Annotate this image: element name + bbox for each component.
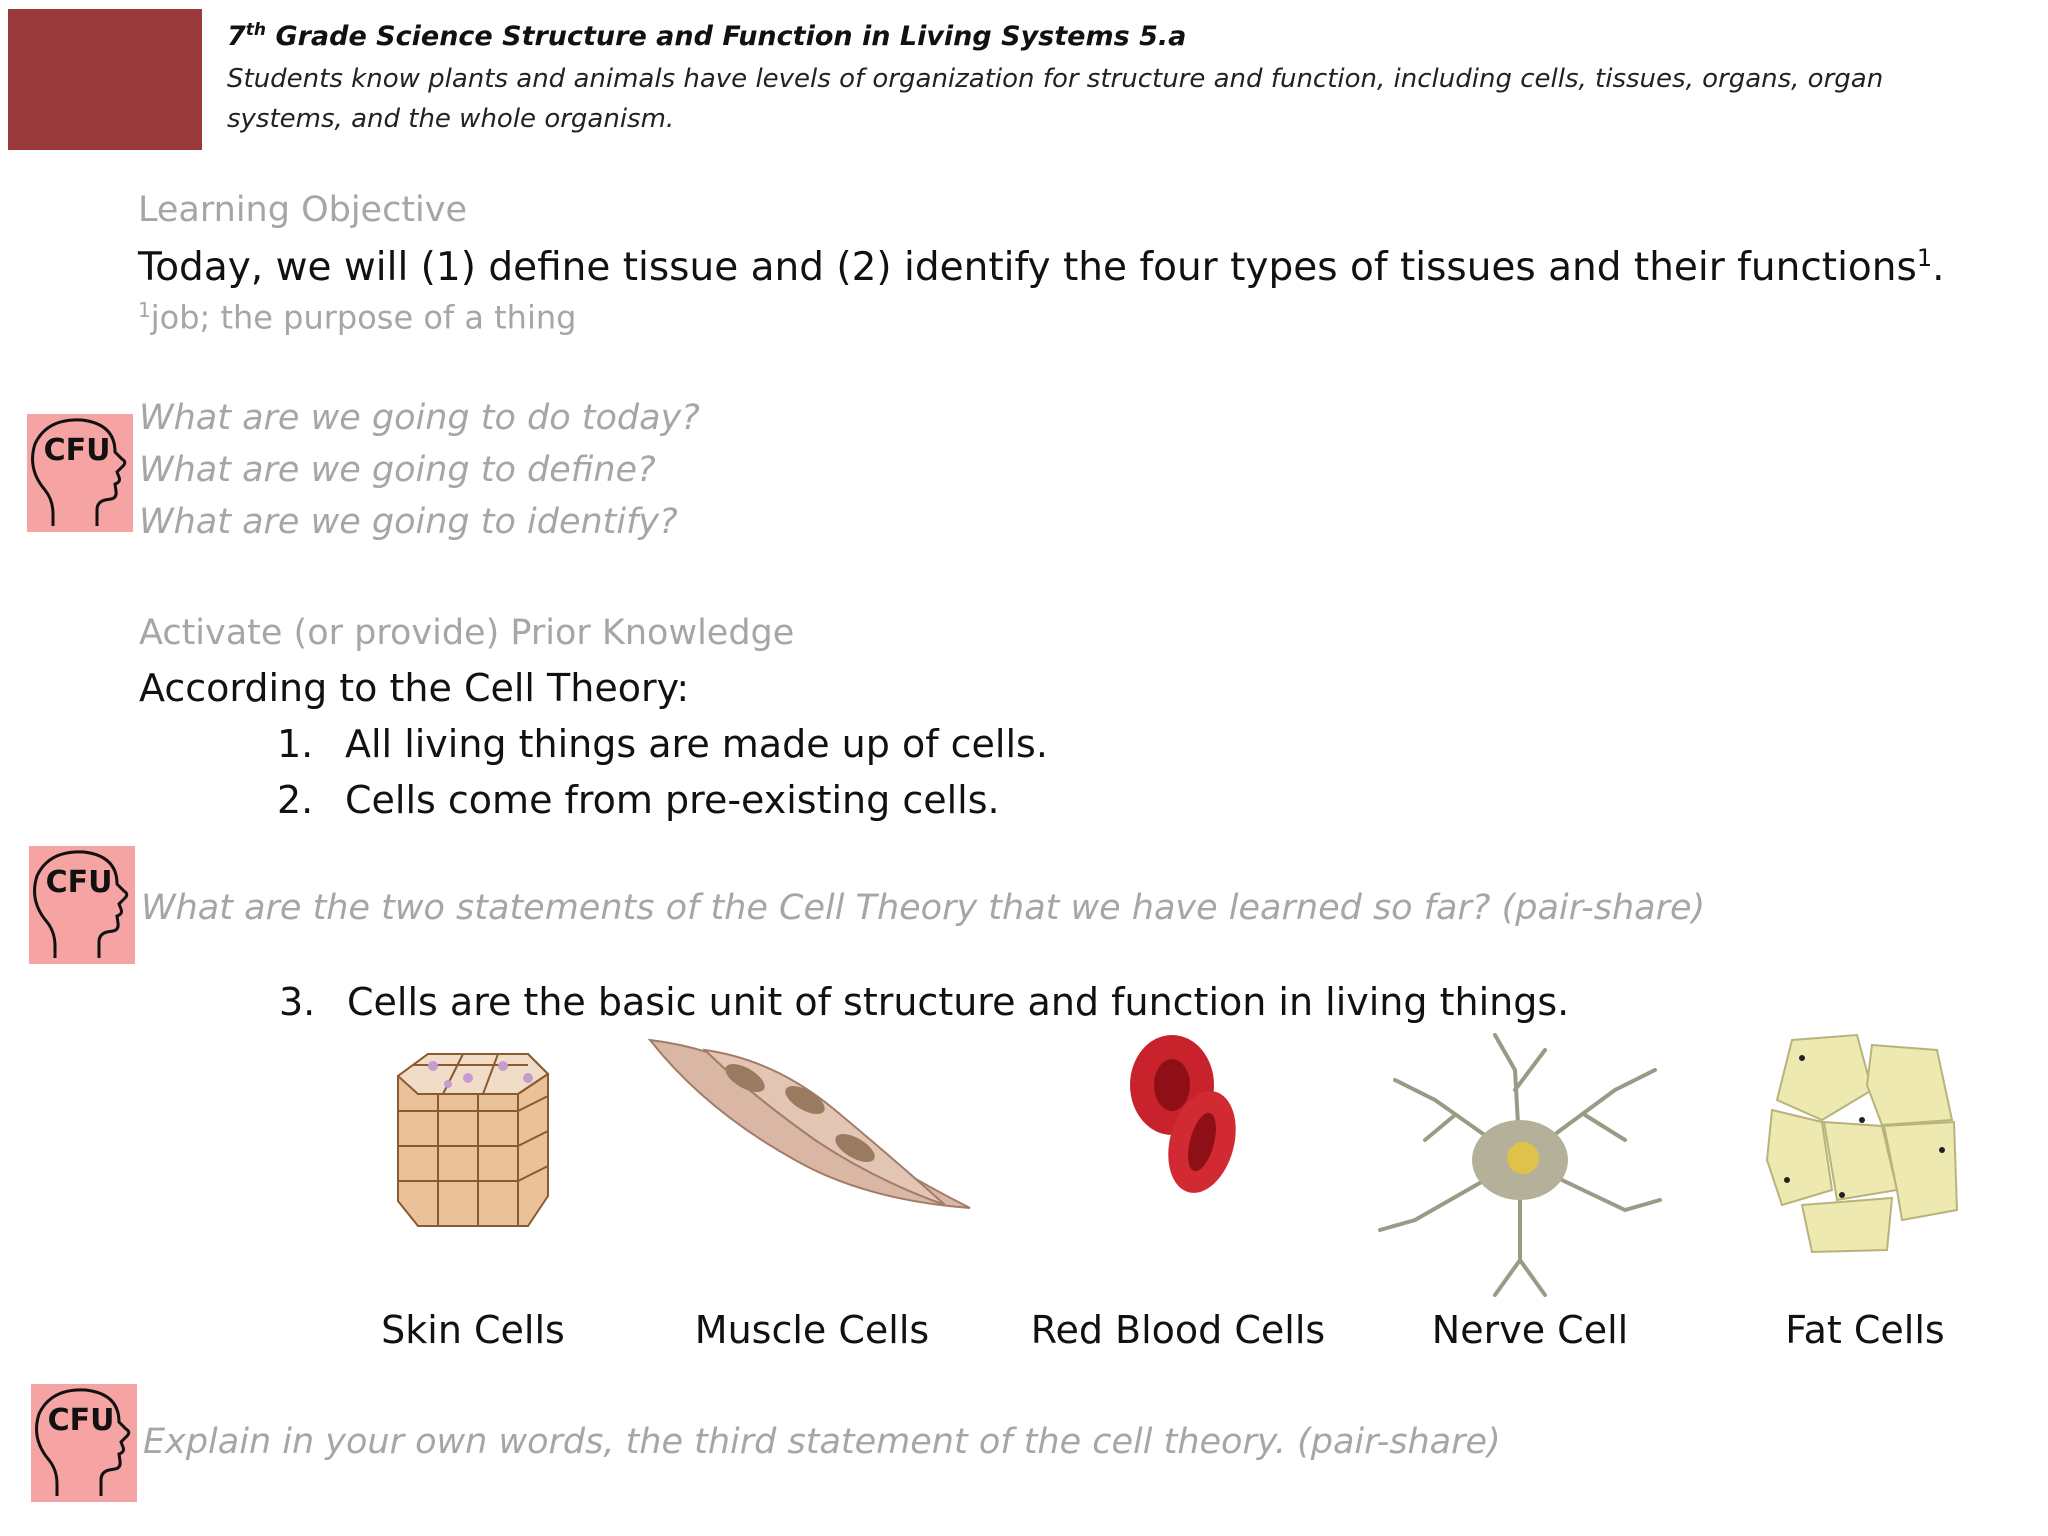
muscle-cells-image <box>645 1030 975 1220</box>
cfu-head-icon <box>31 1384 137 1502</box>
standard-title: 7th Grade Science Structure and Function in Living Systems 5.a <box>227 20 1187 52</box>
objective-footnote: $^1$job; the purpose of a thing <box>138 298 577 337</box>
cell-theory-lead: According to the Cell Theory: <box>139 666 690 710</box>
header-color-block <box>8 9 202 150</box>
muscle-cells-label: Muscle Cells <box>694 1308 930 1352</box>
svg-text:CFU: CFU <box>47 1403 115 1438</box>
prior-knowledge-heading: Activate (or provide) Prior Knowledge <box>139 613 795 653</box>
nerve-cell-image <box>1375 1030 1665 1300</box>
objective-text: Today, we will (1) define tissue and (2) identify the four types of tissues and their functions$^1$. <box>138 244 1945 290</box>
learning-objective-heading: Learning Objective <box>138 190 468 230</box>
standard-description: Students know plants and animals have levels of organization for structure and function, including cells, tissues, organs, organ systems, and the whole organism. <box>227 64 1884 134</box>
svg-text:CFU: CFU <box>43 433 111 468</box>
cfu1-question-1: What are we going to do today? <box>139 398 700 438</box>
cfu-head-icon <box>27 414 133 532</box>
skin-cells-image <box>388 1036 558 1236</box>
cfu2-question: What are the two statements of the Cell Theory that we have learned so far? (pair-share) <box>141 888 1706 928</box>
cfu1-question-2: What are we going to define? <box>139 450 656 490</box>
fat-cells-label: Fat Cells <box>1785 1308 1945 1352</box>
cfu-head-icon <box>29 846 135 964</box>
red-blood-cells-image <box>1120 1030 1250 1200</box>
cfu1-question-3: What are we going to identify? <box>139 502 678 542</box>
fat-cells-image <box>1762 1030 1962 1256</box>
nerve-cell-label: Nerve Cell <box>1431 1308 1629 1352</box>
cfu3-question: Explain in your own words, the third statement of the cell theory. (pair-share) <box>143 1422 1501 1462</box>
svg-text:CFU: CFU <box>45 865 113 900</box>
skin-cells-label: Skin Cells <box>381 1308 565 1352</box>
red-blood-cells-label: Red Blood Cells <box>1030 1308 1326 1352</box>
